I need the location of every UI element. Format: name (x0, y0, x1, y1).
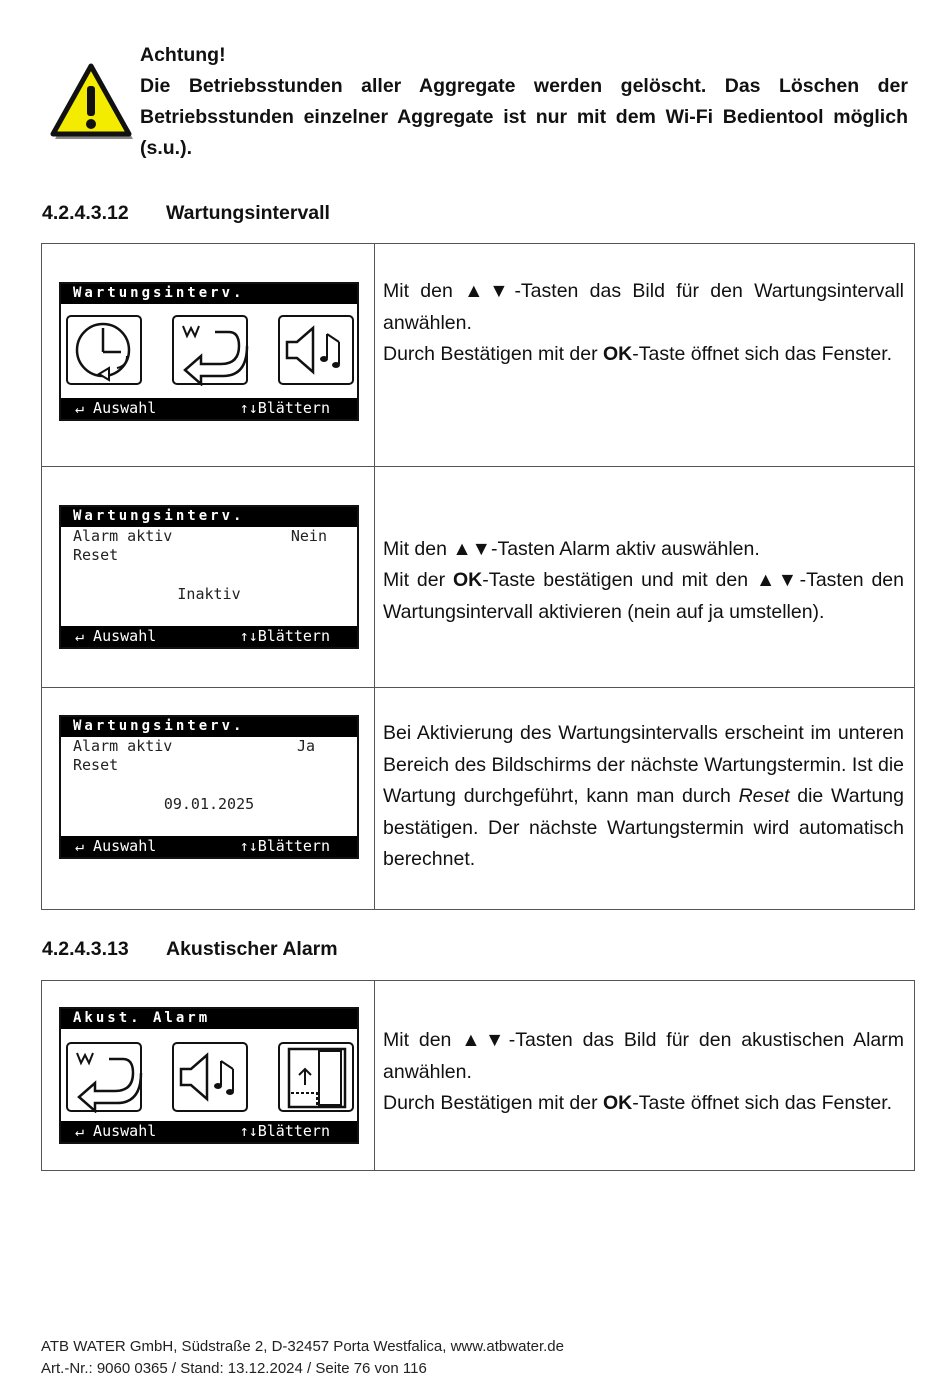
section-title: Akustischer Alarm (166, 938, 338, 960)
lcd-title: Wartungsinterv. (61, 284, 357, 304)
footer-article: Art.-Nr.: 9060 0365 / Stand: 13.12.2024 / Seite 76 von 116 (41, 1360, 427, 1377)
lcd-icon-row (61, 1029, 357, 1121)
warning-title: Achtung! (140, 44, 226, 66)
akustischer-alarm-table (41, 980, 915, 1171)
lcd-line-reset: Reset (73, 756, 119, 774)
lcd-footer: ↵ Auswahl ↑↓Blättern (61, 1121, 357, 1142)
lcd-footer: ↵ Auswahl ↑↓Blättern (61, 626, 357, 647)
section-heading-akustischer-alarm (42, 938, 338, 961)
table-row (42, 981, 915, 1171)
clock-icon (65, 314, 143, 386)
description-cell (375, 244, 915, 467)
page-footer (41, 1336, 564, 1380)
lcd-title: Wartungsinterv. (61, 507, 357, 527)
section-number: 4.2.4.3.12 (42, 202, 129, 224)
lcd-line-reset: Reset (73, 546, 119, 564)
description-line: Mit den ▲▼-Tasten Alarm aktiv auswählen. (383, 537, 760, 560)
wartungsintervall-table (41, 243, 915, 910)
description-line: Mit der OK-Taste bestätigen und mit den ▲▼-Tasten den Wartungsintervall aktivieren (nein auf ja umstellen). (383, 569, 904, 623)
table-row (42, 688, 915, 910)
table-row (42, 244, 915, 467)
lcd-footer-select: ↵ Auswahl (75, 398, 157, 417)
lcd-screen (59, 1007, 359, 1144)
lcd-icon-row (61, 304, 357, 398)
lcd-footer-scroll: ↑↓Blättern (239, 398, 330, 417)
lcd-line-alarm: Alarm aktiv Ja (73, 737, 315, 755)
return-arrow-icon (171, 314, 249, 386)
lcd-screen (59, 505, 359, 649)
description-cell (375, 467, 915, 688)
description-cell (375, 688, 915, 910)
lcd-status: Inaktiv (177, 585, 241, 603)
footer-company: ATB WATER GmbH, Südstraße 2, D-32457 Porta Westfalica, www.atbwater.de (41, 1338, 564, 1355)
warning-triangle-icon (48, 62, 134, 142)
lcd-title: Akust. Alarm (61, 1009, 357, 1029)
section-number: 4.2.4.3.13 (42, 938, 129, 960)
description-line: Durch Bestätigen mit der OK-Taste öffnet sich das Fenster. (383, 1092, 893, 1115)
description-cell (375, 981, 915, 1171)
lcd-title: Wartungsinterv. (61, 717, 357, 737)
lcd-line-alarm: Alarm aktiv Nein (73, 527, 327, 545)
warning-text: Die Betriebsstunden aller Aggregate werden gelöscht. Das Löschen der Betriebsstunden einzelner Aggregate ist nur mit dem Wi-Fi Bedientool möglich (s.u.). (140, 75, 908, 159)
exit-door-icon (277, 1041, 355, 1113)
lcd-footer (61, 398, 357, 419)
section-title: Wartungsintervall (166, 202, 330, 224)
description-line: Mit den ▲▼-Tasten das Bild für den akustischen Alarm anwählen. (383, 1029, 904, 1083)
section-heading-wartungsintervall (42, 202, 330, 225)
description-line: Mit den ▲▼-Tasten das Bild für den Wartungsintervall anwählen. (383, 280, 904, 334)
speaker-music-icon (171, 1041, 249, 1113)
description-line: Bei Aktivierung des Wartungsintervalls erscheint im unteren Bereich des Bildschirms der nächste Wartungstermin. Ist die Wartung durchgeführt, kann man durch Reset die Wartung bestätigen. Der nächste Wartungstermin wird automatisch berechnet. (383, 722, 904, 870)
lcd-date: 09.01.2025 (163, 795, 255, 813)
return-arrow-icon (65, 1041, 143, 1113)
description-line: Durch Bestätigen mit der OK-Taste öffnet sich das Fenster. (383, 343, 893, 365)
lcd-screen (59, 282, 359, 421)
lcd-screen (59, 715, 359, 859)
speaker-music-icon (277, 314, 355, 386)
lcd-footer: ↵ Auswahl ↑↓Blättern (61, 836, 357, 857)
table-row (42, 467, 915, 688)
